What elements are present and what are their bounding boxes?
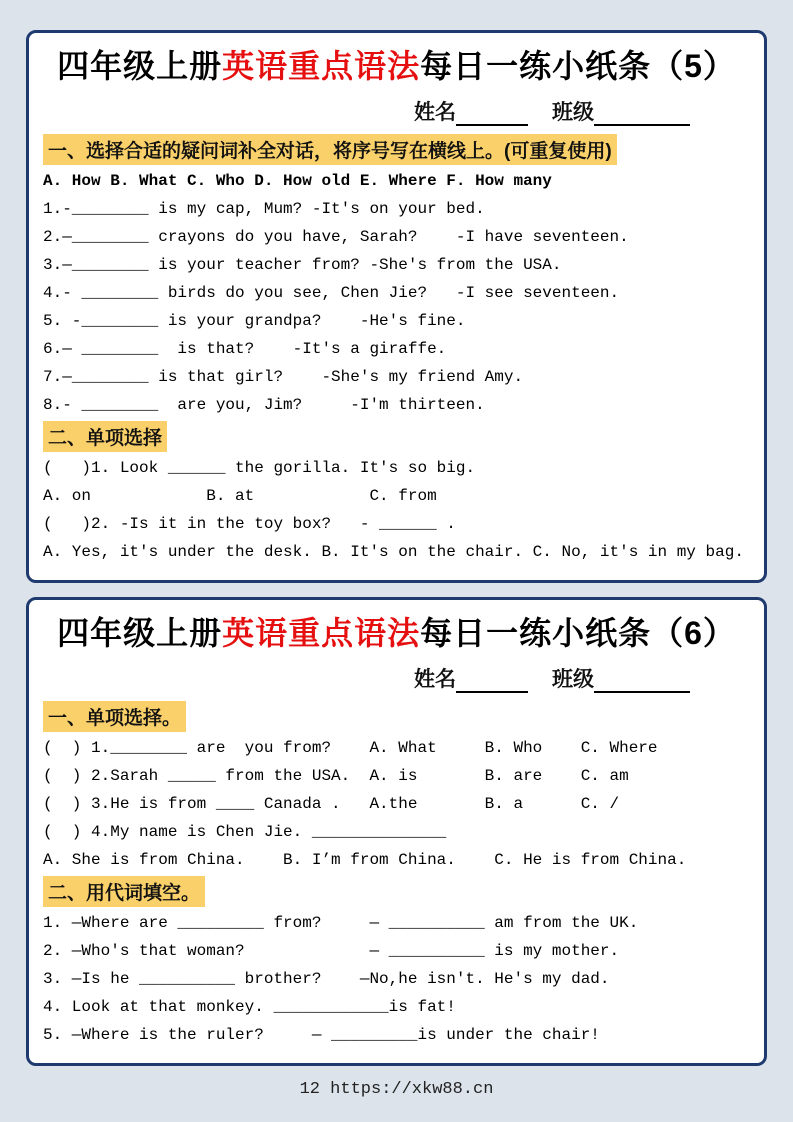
name-blank-line xyxy=(456,105,528,126)
class-label: 班级 xyxy=(552,668,594,692)
answer-options-line: A. She is from China. B. I’m from China. C. He is from China. xyxy=(43,851,687,870)
card6-title-subject: 英语重点语法 xyxy=(222,615,421,652)
question-line: ( ) 1.________ are you from? A. What B. Who C. Where xyxy=(43,739,658,758)
question-line: 1. —Where are _________ from? — __________ am from the UK. xyxy=(43,914,639,933)
page-footer-url: 12 https://xkw88.cn xyxy=(299,1080,494,1100)
question-line: 4. Look at that monkey. ____________is fat! xyxy=(43,998,456,1017)
question-line: 2. —Who's that woman? — __________ is my mother. xyxy=(43,942,620,961)
name-label: 姓名 xyxy=(414,668,456,692)
question-line: 2.—________ crayons do you have, Sarah? -I have seventeen. xyxy=(43,228,629,247)
card6-section1-heading: 一、单项选择。 xyxy=(43,701,186,732)
card5-title xyxy=(43,45,750,88)
question-line: 7.—________ is that girl? -She's my friend Amy. xyxy=(43,368,524,387)
card5-section1-option-bank: A. How B. What C. Who D. How old E. Where F. How many xyxy=(43,172,552,191)
question-line: ( )1. Look ______ the gorilla. It's so big. xyxy=(43,459,476,478)
question-line: 3.—________ is your teacher from? -She's from the USA. xyxy=(43,256,562,275)
card5-title-grade: 四年级上册 xyxy=(57,48,223,84)
card5-title-suffix: 每日一练小纸条（5） xyxy=(420,48,736,84)
question-line: 4.- ________ birds do you see, Chen Jie? -I see seventeen. xyxy=(43,284,620,303)
question-line: 1.-________ is my cap, Mum? -It's on your bed. xyxy=(43,200,485,219)
question-line: 5. -________ is your grandpa? -He's fine. xyxy=(43,312,466,331)
question-line: 5. —Where is the ruler? — _________is under the chair! xyxy=(43,1026,600,1045)
class-label: 班级 xyxy=(552,101,594,125)
question-line: 6.— ________ is that? -It's a giraffe. xyxy=(43,340,447,359)
question-line: ( ) 4.My name is Chen Jie. ______________ xyxy=(43,823,447,842)
card5-section2-heading: 二、单项选择 xyxy=(43,421,167,452)
question-line: ( ) 3.He is from ____ Canada . A.the B. a C. / xyxy=(43,795,620,814)
card5-section2 xyxy=(43,419,750,566)
answer-options-line: A. Yes, it's under the desk. B. It's on the chair. C. No, it's in my bag. xyxy=(43,543,744,562)
card6-section2 xyxy=(43,874,750,1049)
question-line: ( ) 2.Sarah _____ from the USA. A. is B. are C. am xyxy=(43,767,629,786)
card6-title-suffix: 每日一练小纸条（6） xyxy=(420,615,736,652)
card6-section1 xyxy=(43,699,750,874)
class-blank-line xyxy=(594,672,690,693)
worksheet-card-5 xyxy=(26,30,767,583)
card6-title xyxy=(43,612,750,655)
card6-section2-heading: 二、用代词填空。 xyxy=(43,876,205,907)
name-label: 姓名 xyxy=(414,101,456,125)
card6-title-grade: 四年级上册 xyxy=(57,615,223,652)
question-line: ( )2. -Is it in the toy box? - ______ . xyxy=(43,515,456,534)
answer-options-line: A. on B. at C. from xyxy=(43,487,437,506)
name-blank-line xyxy=(456,672,528,693)
card5-title-subject: 英语重点语法 xyxy=(222,48,421,84)
worksheet-card-6 xyxy=(26,597,767,1066)
card5-section1 xyxy=(43,132,750,419)
question-line: 3. —Is he __________ brother? —No,he isn't. He's my dad. xyxy=(43,970,610,989)
card5-name-class-line xyxy=(43,96,750,126)
question-line: 8.- ________ are you, Jim? -I'm thirteen. xyxy=(43,396,485,415)
class-blank-line xyxy=(594,105,690,126)
card5-section1-heading: 一、选择合适的疑问词补全对话，将序号写在横线上。(可重复使用) xyxy=(43,134,617,165)
card6-name-class-line xyxy=(43,663,750,693)
